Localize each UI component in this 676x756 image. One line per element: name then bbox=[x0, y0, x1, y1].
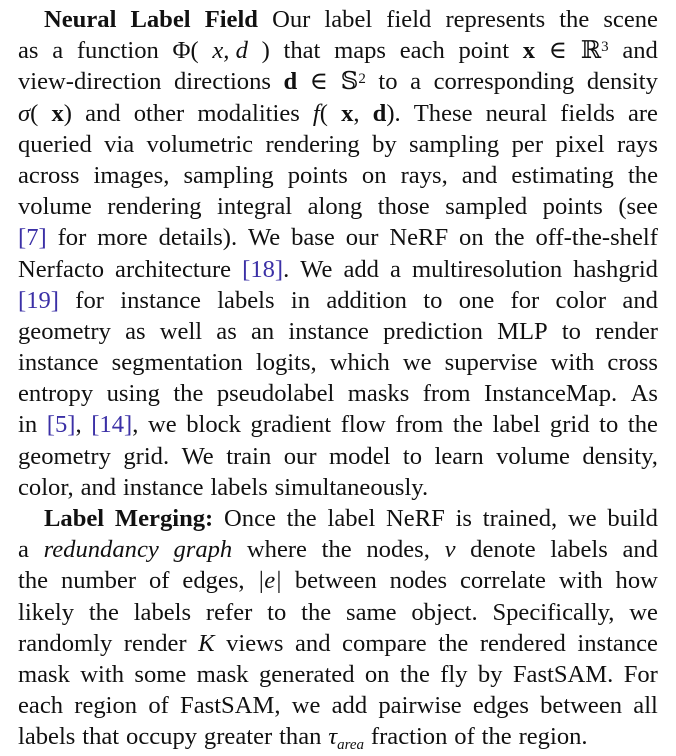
word: grid. bbox=[123, 442, 170, 470]
word: using bbox=[106, 380, 160, 408]
word: flow bbox=[340, 411, 386, 439]
word: those bbox=[377, 193, 430, 221]
word: NeRF bbox=[386, 505, 445, 532]
word: cross bbox=[607, 349, 658, 377]
word: region. bbox=[518, 723, 588, 751]
word: entropy bbox=[18, 380, 94, 408]
word: ∈ bbox=[309, 68, 328, 96]
word: a bbox=[390, 255, 401, 283]
word: label bbox=[327, 505, 376, 532]
word: and bbox=[80, 473, 117, 501]
word: segmentation bbox=[111, 349, 243, 377]
word: sampling bbox=[409, 130, 500, 158]
word: 𝕊$^2$ bbox=[340, 68, 366, 96]
word: same bbox=[346, 598, 397, 626]
text-line bbox=[18, 503, 658, 534]
word: As bbox=[630, 380, 658, 408]
word: the bbox=[286, 505, 317, 532]
word: the bbox=[399, 660, 430, 688]
word: across bbox=[18, 161, 80, 189]
text-line bbox=[18, 316, 658, 347]
word: nodes, bbox=[366, 536, 430, 564]
word: color, bbox=[18, 473, 74, 501]
text-line bbox=[18, 565, 658, 596]
word: the bbox=[627, 161, 658, 189]
word: view-direction bbox=[18, 68, 162, 96]
word: masks bbox=[347, 380, 410, 408]
word: NeRF bbox=[389, 224, 449, 252]
word: with bbox=[558, 567, 603, 595]
word: to bbox=[561, 317, 581, 345]
text-line bbox=[18, 409, 658, 440]
word: a bbox=[18, 536, 29, 564]
word: refer bbox=[205, 598, 253, 626]
word: a bbox=[52, 37, 64, 65]
word: on bbox=[459, 224, 484, 252]
citation-link[interactable]: [14], bbox=[91, 411, 139, 439]
word: instance bbox=[288, 317, 369, 345]
word: to bbox=[599, 411, 619, 439]
word: edges, bbox=[182, 567, 245, 595]
word: function bbox=[76, 37, 159, 65]
word: fly bbox=[440, 660, 468, 688]
word: pairwise bbox=[378, 692, 462, 720]
word: for bbox=[510, 286, 540, 314]
word: multiresolution bbox=[411, 255, 563, 283]
word: Label bbox=[44, 505, 105, 532]
word: likely bbox=[18, 598, 75, 626]
word: These bbox=[413, 99, 473, 127]
word: |e| bbox=[257, 567, 282, 595]
word: images, bbox=[93, 161, 170, 189]
word: along bbox=[307, 193, 363, 221]
paragraph-neural-label-field bbox=[18, 4, 658, 503]
word: the bbox=[173, 380, 204, 408]
word: we bbox=[402, 349, 432, 377]
word: denote bbox=[470, 536, 536, 564]
word: volume bbox=[18, 193, 92, 221]
word: x) bbox=[51, 99, 72, 127]
word: to bbox=[267, 598, 287, 626]
word: learn bbox=[434, 442, 484, 470]
word: integral bbox=[217, 193, 293, 221]
word: graph bbox=[173, 536, 233, 564]
word: our bbox=[345, 224, 379, 252]
word: each bbox=[399, 37, 445, 65]
word: density bbox=[586, 68, 658, 96]
word: geometry bbox=[18, 442, 111, 470]
word: the bbox=[88, 598, 119, 626]
word: volumetric bbox=[146, 130, 254, 158]
word: v bbox=[444, 536, 456, 564]
word: simultaneously. bbox=[274, 473, 429, 501]
word: details). bbox=[158, 224, 238, 252]
text-line bbox=[18, 378, 658, 409]
word: as bbox=[18, 37, 39, 65]
word: that bbox=[82, 723, 120, 751]
word: and bbox=[622, 286, 658, 314]
word: grid bbox=[549, 411, 590, 439]
citation-link[interactable]: [5], bbox=[46, 411, 82, 439]
word: redundancy bbox=[43, 536, 159, 564]
word: instance bbox=[577, 629, 658, 657]
word: in bbox=[290, 286, 311, 314]
word: compare bbox=[342, 629, 427, 657]
word: and bbox=[622, 37, 658, 65]
word: one bbox=[458, 286, 495, 314]
word: supervise bbox=[444, 349, 538, 377]
word: to bbox=[402, 442, 423, 470]
text-line bbox=[18, 4, 658, 35]
word: FastSAM, bbox=[180, 692, 281, 720]
word: points bbox=[542, 193, 603, 221]
word: more bbox=[97, 224, 148, 252]
word: labels bbox=[133, 598, 192, 626]
word: geometry bbox=[18, 317, 111, 345]
word: of bbox=[148, 692, 169, 720]
word: how bbox=[615, 567, 658, 595]
word: InstanceMap. bbox=[483, 380, 618, 408]
word: some bbox=[134, 660, 187, 688]
text-line bbox=[18, 191, 658, 222]
word: the bbox=[301, 598, 332, 626]
word: off-the-shelf bbox=[535, 224, 658, 252]
text-line bbox=[18, 472, 658, 503]
word: in bbox=[18, 411, 38, 439]
word: rendered bbox=[479, 629, 566, 657]
word: other bbox=[133, 99, 185, 127]
word: trained, bbox=[482, 505, 558, 532]
word: point bbox=[458, 37, 510, 65]
word: correlate bbox=[459, 567, 546, 595]
text-line bbox=[18, 285, 658, 316]
word: with bbox=[80, 660, 125, 688]
word: from bbox=[395, 411, 444, 439]
word: ∈ bbox=[548, 37, 567, 65]
word: well bbox=[159, 317, 203, 345]
text-line bbox=[18, 160, 658, 191]
text-line bbox=[18, 690, 658, 721]
word: rendering bbox=[265, 130, 360, 158]
word: base bbox=[291, 224, 335, 252]
word: the bbox=[18, 567, 49, 595]
word: fraction bbox=[370, 723, 448, 751]
word: to bbox=[423, 286, 443, 314]
word: we bbox=[147, 411, 177, 439]
word: density, bbox=[582, 442, 658, 470]
word: corresponding bbox=[433, 68, 575, 96]
word: K bbox=[198, 629, 215, 657]
word: and bbox=[622, 536, 658, 564]
text-line bbox=[18, 129, 658, 160]
word: queried bbox=[18, 130, 92, 158]
word: d). bbox=[372, 99, 401, 127]
word: f( bbox=[312, 99, 328, 127]
word: that bbox=[283, 37, 321, 65]
word: ) bbox=[261, 37, 270, 65]
word: render bbox=[595, 317, 658, 345]
word: MLP bbox=[497, 317, 548, 345]
word: addition bbox=[326, 286, 407, 314]
text-line bbox=[18, 66, 658, 97]
word: from bbox=[422, 380, 471, 408]
word: are bbox=[627, 99, 658, 127]
word: add bbox=[343, 255, 379, 283]
paper-text-column bbox=[18, 4, 658, 753]
word: rays, bbox=[400, 161, 448, 189]
word: between bbox=[540, 692, 623, 720]
word: render bbox=[123, 629, 187, 657]
word: all bbox=[633, 692, 658, 720]
word: $\tau_{area}$ bbox=[328, 723, 365, 753]
word: to bbox=[378, 68, 398, 96]
text-line bbox=[18, 597, 658, 628]
word: greater bbox=[203, 723, 273, 751]
word: than bbox=[279, 723, 322, 751]
word: add bbox=[331, 692, 368, 720]
word: with bbox=[550, 349, 595, 377]
word: the bbox=[321, 536, 352, 564]
word: via bbox=[104, 130, 135, 158]
word: a bbox=[410, 68, 422, 96]
word: mask bbox=[196, 660, 249, 688]
word: Once bbox=[224, 505, 276, 532]
word: labels bbox=[210, 473, 268, 501]
word: and bbox=[85, 99, 121, 127]
word: prediction bbox=[383, 317, 483, 345]
word: color bbox=[555, 286, 607, 314]
word: instance bbox=[122, 473, 204, 501]
text-line bbox=[18, 659, 658, 690]
word: mask bbox=[18, 660, 70, 688]
word: on bbox=[361, 161, 387, 189]
word: d bbox=[283, 68, 298, 96]
paragraph-label-merging bbox=[18, 503, 658, 753]
word: Label bbox=[130, 6, 191, 33]
word: we bbox=[629, 598, 658, 626]
word: for bbox=[57, 224, 87, 252]
word: scene bbox=[603, 6, 658, 33]
word: We bbox=[300, 255, 333, 283]
word: x, d bbox=[212, 37, 248, 65]
word: occupy bbox=[126, 723, 198, 751]
word: Our bbox=[272, 6, 311, 33]
word: Field bbox=[204, 6, 258, 33]
word: by bbox=[372, 130, 397, 158]
text-line bbox=[18, 721, 658, 752]
word: labels bbox=[550, 536, 608, 564]
text-line bbox=[18, 441, 658, 472]
word: Specifically, bbox=[492, 598, 615, 626]
word: model bbox=[328, 442, 391, 470]
text-line bbox=[18, 35, 658, 66]
word: directions bbox=[173, 68, 271, 96]
word: the bbox=[438, 629, 469, 657]
word: the bbox=[481, 723, 512, 751]
word: we bbox=[567, 505, 597, 532]
word: where bbox=[246, 536, 307, 564]
word: of bbox=[149, 567, 170, 595]
word: volume bbox=[496, 442, 570, 470]
word: instance bbox=[18, 349, 99, 377]
word: an bbox=[250, 317, 275, 345]
word: edges bbox=[472, 692, 529, 720]
word: labels bbox=[18, 723, 76, 751]
word: Merging: bbox=[114, 505, 214, 532]
word: represents bbox=[445, 6, 546, 33]
text-line bbox=[18, 222, 658, 253]
word: nodes bbox=[389, 567, 448, 595]
word: We bbox=[181, 442, 214, 470]
word: sampled bbox=[445, 193, 528, 221]
word: by bbox=[477, 660, 503, 688]
word: field bbox=[386, 6, 432, 33]
word: pixel bbox=[555, 130, 605, 158]
word: as bbox=[125, 317, 146, 345]
word: and bbox=[461, 161, 498, 189]
word: and bbox=[295, 629, 331, 657]
text-line bbox=[18, 98, 658, 129]
word: the bbox=[452, 411, 483, 439]
word: number bbox=[60, 567, 137, 595]
word: labels bbox=[217, 286, 275, 314]
word: our bbox=[283, 442, 317, 470]
word: for bbox=[75, 286, 104, 314]
word: label bbox=[492, 411, 541, 439]
word: logits, bbox=[255, 349, 317, 377]
word: on bbox=[364, 660, 390, 688]
word: rays bbox=[616, 130, 658, 158]
word: generated bbox=[258, 660, 355, 688]
word: block bbox=[186, 411, 241, 439]
word: x bbox=[522, 37, 536, 65]
citation-link[interactable]: [19] bbox=[18, 286, 59, 314]
word: sampling bbox=[183, 161, 274, 189]
word: maps bbox=[334, 37, 387, 65]
word: which bbox=[329, 349, 390, 377]
word: Neural bbox=[44, 6, 117, 33]
word: architecture bbox=[115, 255, 232, 283]
word: (see bbox=[618, 193, 658, 221]
text-line bbox=[18, 628, 658, 659]
word: build bbox=[607, 505, 658, 532]
word: ℝ$^3$ bbox=[580, 37, 609, 65]
text-line bbox=[18, 347, 658, 378]
word: fields bbox=[560, 99, 615, 127]
word: FastSAM. bbox=[512, 660, 614, 688]
word: of bbox=[454, 723, 475, 751]
word: hashgrid bbox=[573, 255, 658, 283]
word: We bbox=[248, 224, 281, 252]
word: we bbox=[291, 692, 321, 720]
word: Nerfacto bbox=[18, 255, 105, 283]
word: is bbox=[455, 505, 472, 532]
word: σ( bbox=[18, 99, 39, 127]
word: modalities bbox=[197, 99, 300, 127]
text-line bbox=[18, 534, 658, 565]
word: Φ( bbox=[172, 37, 199, 65]
word: label bbox=[324, 6, 373, 33]
citation-link[interactable]: [7] bbox=[18, 224, 47, 252]
word: per bbox=[511, 130, 544, 158]
word: gradient bbox=[250, 411, 332, 439]
word: region bbox=[74, 692, 138, 720]
word: views bbox=[226, 629, 284, 657]
word: the bbox=[559, 6, 590, 33]
word: neural bbox=[485, 99, 548, 127]
word: x, bbox=[341, 99, 360, 127]
word: as bbox=[216, 317, 237, 345]
word: instance bbox=[120, 286, 201, 314]
word: between bbox=[294, 567, 377, 595]
word: each bbox=[18, 692, 64, 720]
word: rendering bbox=[107, 193, 202, 221]
word: the bbox=[627, 411, 658, 439]
word: estimating bbox=[511, 161, 614, 189]
word: randomly bbox=[18, 629, 113, 657]
word: pseudolabel bbox=[216, 380, 335, 408]
citation-link[interactable]: [18]. bbox=[242, 255, 290, 283]
word: train bbox=[226, 442, 272, 470]
word: points bbox=[287, 161, 348, 189]
word: the bbox=[494, 224, 525, 252]
word: For bbox=[623, 660, 658, 688]
text-line bbox=[18, 254, 658, 285]
word: object. bbox=[411, 598, 478, 626]
